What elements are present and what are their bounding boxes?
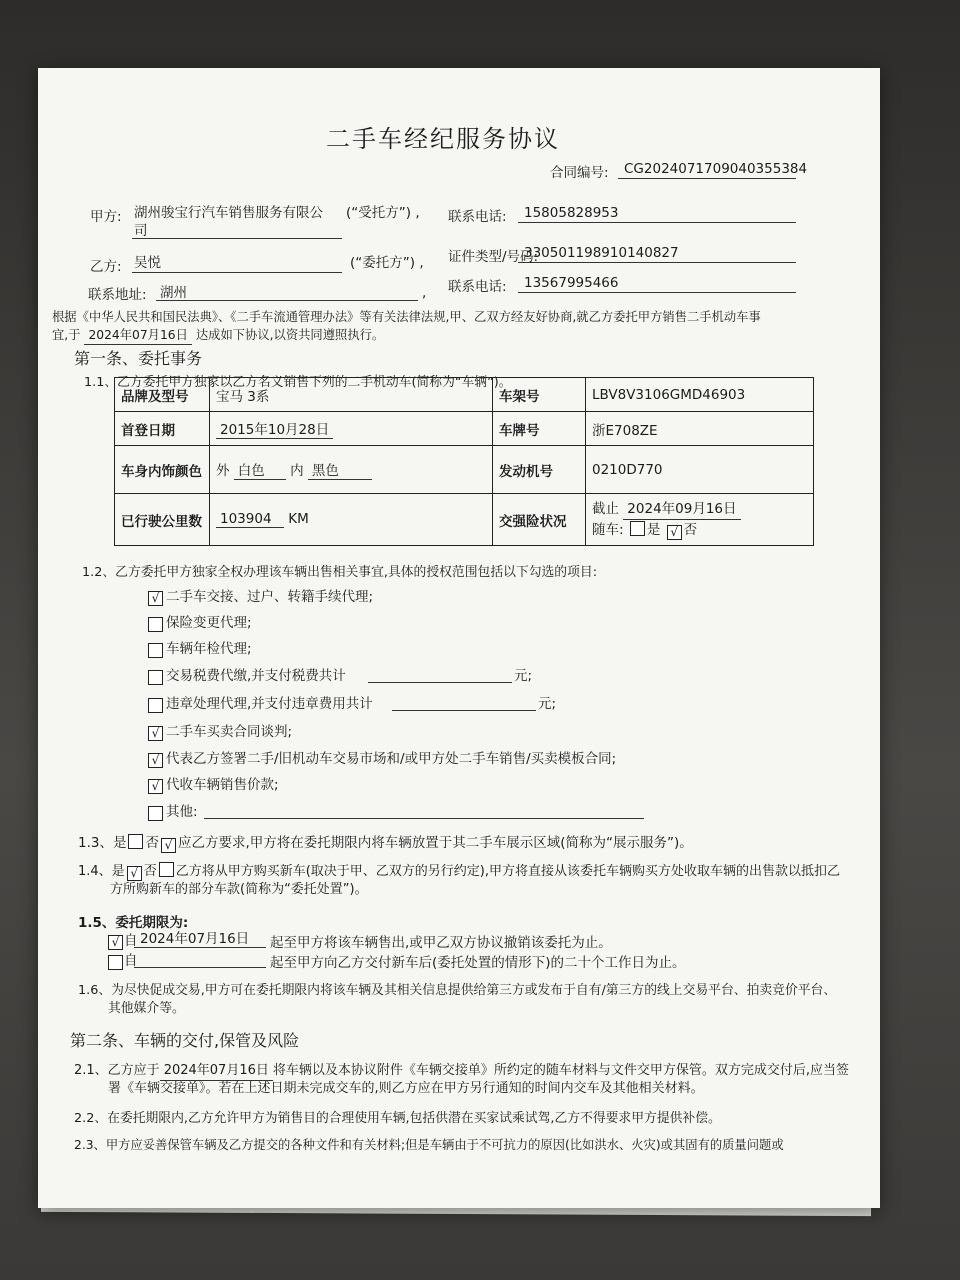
contract-no-label: 合同编号: <box>550 165 609 181</box>
clause-1-3-yes-checkbox[interactable] <box>128 834 143 849</box>
exterior-prefix: 外 <box>216 463 230 479</box>
clause-1-4-text1: 乙方将从甲方购买新车(取决于甲、乙双方的另行约定),甲方将直接从该委托车辆购买方处收取车辆的出售款以抵扣乙 <box>175 864 840 879</box>
clause-1-3-text: 应乙方要求,甲方将在委托期限内将车辆放置于其二手车展示区域(简称为“展示服务”)。 <box>177 835 693 851</box>
option-collect-payment-label: 代收车辆销售价款; <box>166 777 279 793</box>
party-a-phone-label: 联系电话: <box>448 209 507 225</box>
interior-prefix: 内 <box>290 463 304 479</box>
option-tax-suffix: 元; <box>514 668 533 684</box>
party-b-role: (“委托方”) , <box>350 255 424 271</box>
insurance-no-label: 否 <box>683 522 698 538</box>
preamble-line1: 根据《中华人民共和国民法典》、《二手车流通管理办法》等有关法律法规,甲、乙双方经友好协商,就乙方委托甲方销售二手机动车事 <box>52 310 761 324</box>
party-a-name-line1: 湖州骏宝行汽车销售服务有限公 <box>134 205 323 221</box>
clause-2-1-prefix: 2.1、乙方应于 <box>74 1063 160 1078</box>
option-violation-amount-line <box>392 710 536 711</box>
option-transfer-checkbox[interactable]: √ <box>148 591 163 606</box>
party-a-phone: 15805828953 <box>524 205 619 221</box>
engine-label: 发动机号 <box>493 446 586 494</box>
insurance-until-row <box>592 499 807 520</box>
plate-label: 车牌号 <box>493 412 586 446</box>
insurance-label: 交强险状况 <box>493 494 586 546</box>
option-insurance-checkbox[interactable] <box>148 617 163 632</box>
clause-2-2: 2.2、在委托期限内,乙方允许甲方为销售目的合理使用车辆,包括供潜在买家试乘试驾,乙方不得要求甲方提供补偿。 <box>74 1111 721 1126</box>
party-a-label: 甲方: <box>90 209 122 225</box>
reg-date-value: 2015年10月28日 <box>216 418 333 439</box>
term-option1-text: 起至甲方将该车辆售出,或甲乙双方协议撤销该委托为止。 <box>270 935 612 951</box>
option-tax-amount-line <box>368 682 512 683</box>
option-other-label: 其他: <box>166 804 198 820</box>
option-transfer-label: 二手车交接、过户、转籍手续代理; <box>166 589 374 605</box>
vin-label: 车架号 <box>493 378 586 412</box>
preamble-prefix: 宜,于 <box>52 328 81 342</box>
preamble-line2 <box>52 326 384 345</box>
option-inspection-checkbox[interactable] <box>148 643 163 658</box>
brand-label: 品牌及型号 <box>115 378 210 412</box>
mileage-cell <box>210 494 493 546</box>
clause-1-4-no-checkbox[interactable] <box>159 862 174 877</box>
option-tax-checkbox[interactable] <box>148 670 163 685</box>
contract-no-underline <box>618 178 796 179</box>
contract-no-value: CG2024071709040355384 <box>624 161 808 177</box>
preamble-suffix: 达成如下协议,以资共同遵照执行。 <box>195 328 385 342</box>
clause-1-3-no-label: 否 <box>145 835 159 851</box>
insurance-cell <box>586 494 814 546</box>
term-option2-date-line <box>134 967 266 968</box>
insurance-yes-label: 是 <box>646 522 661 538</box>
option-sign-contract-checkbox[interactable]: √ <box>148 753 163 768</box>
reg-date-label: 首登日期 <box>115 412 210 446</box>
term-option2-text: 起至甲方向乙方交付新车后(委托处置的情形下)的二十个工作日为止。 <box>270 955 686 971</box>
option-sign-contract-label: 代表乙方签署二手/旧机动车交易市场和/或甲方处二手车销售/买卖模板合同; <box>166 751 617 767</box>
party-b-label: 乙方: <box>90 259 122 275</box>
party-a-name-underline <box>132 238 342 239</box>
color-cell <box>210 446 493 494</box>
color-label: 车身内饰颜色 <box>115 446 210 494</box>
article2-title: 第二条、车辆的交付,保管及风险 <box>70 1031 300 1050</box>
party-b-phone: 13567995466 <box>524 275 619 291</box>
party-b-name: 吴悦 <box>134 255 161 271</box>
reg-date-cell <box>210 412 493 446</box>
insurance-until-prefix: 截止 <box>592 501 619 517</box>
clause-2-1-date: 2024年07月16日 <box>160 1062 273 1081</box>
insurance-no-checkbox[interactable]: √ <box>667 525 682 540</box>
party-b-id-underline <box>518 262 796 263</box>
vehicle-info-table <box>114 377 814 546</box>
brand-value: 宝马 3系 <box>210 378 493 412</box>
term-option1-checkbox[interactable]: √ <box>108 935 123 950</box>
party-a-name-line2: 司 <box>134 223 148 239</box>
vin-value: LBV8V3106GMD46903 <box>586 378 814 412</box>
address-value: 湖州 <box>160 285 187 301</box>
party-a-phone-underline <box>518 222 796 223</box>
option-negotiation-label: 二手车买卖合同谈判; <box>166 724 293 740</box>
clause-1-3-prefix: 1.3、是 <box>78 835 127 851</box>
option-negotiation-checkbox[interactable]: √ <box>148 726 163 741</box>
term-option2-prefix: 自 <box>124 953 138 969</box>
option-inspection-label: 车辆年检代理; <box>166 641 252 657</box>
contract-page <box>38 68 880 1208</box>
party-b-phone-label: 联系电话: <box>448 279 507 295</box>
option-violation-checkbox[interactable] <box>148 698 163 713</box>
plate-value: 浙E708ZE <box>586 412 814 446</box>
clause-1-4-no-label: 否 <box>143 864 157 879</box>
option-violation-label: 违章处理代理,并支付违章费用共计 <box>166 696 373 712</box>
article1-title: 第一条、委托事务 <box>74 349 203 368</box>
mileage-unit: KM <box>288 511 309 527</box>
engine-value: 0210D770 <box>586 446 814 494</box>
insurance-yes-checkbox[interactable] <box>630 521 645 536</box>
clause-1-4-line2: 方所购新车的部分车款(简称为“委托处置”)。 <box>110 882 368 897</box>
party-a-role: (“受托方”) , <box>346 205 420 221</box>
option-other-line <box>204 818 644 819</box>
address-comma: , <box>422 285 427 301</box>
option-collect-payment-checkbox[interactable]: √ <box>148 779 163 794</box>
clause-1-1: 1.1、乙方委托甲方独家以乙方名义销售下列的二手机动车(简称为“车辆”)。 <box>84 375 512 390</box>
clause-2-1-line1 <box>74 1062 849 1081</box>
clause-1-5-title: 1.5、委托期限为: <box>78 915 189 931</box>
mileage-value: 103904 <box>216 511 284 528</box>
clause-1-2: 1.2、乙方委托甲方独家全权办理该车辆出售相关事宜,具体的授权范围包括以下勾选的项目: <box>82 565 598 580</box>
clause-1-4-prefix: 1.4、是 <box>78 864 125 879</box>
preamble-date: 2024年07月16日 <box>84 326 191 345</box>
clause-1-4-yes-checkbox[interactable]: √ <box>127 866 142 881</box>
clause-2-1-line2: 署《车辆交接单》。若在上述日期未完成交车的,则乙方应在甲方另行通知的时间内交车及其他相关材料。 <box>108 1081 704 1096</box>
term-option1-date-line <box>134 947 266 948</box>
exterior-color: 白色 <box>234 459 286 480</box>
clause-2-3: 2.3、甲方应妥善保管车辆及乙方提交的各种文件和有关材料;但是车辆由于不可抗力的原因(比如洪水、火灾)或其固有的质量问题或 <box>74 1138 784 1152</box>
mileage-label: 已行驶公里数 <box>115 494 210 546</box>
clause-1-3 <box>78 834 693 853</box>
term-option1-date: 2024年07月16日 <box>140 931 250 947</box>
term-option2-checkbox[interactable] <box>108 955 123 970</box>
party-b-id-label: 证件类型/号码: <box>448 249 539 265</box>
document-title: 二手车经纪服务协议 <box>326 125 560 153</box>
option-insurance-label: 保险变更代理; <box>166 615 252 631</box>
insurance-with-car-row <box>592 520 807 540</box>
address-label: 联系地址: <box>88 287 147 303</box>
clause-1-4-line1 <box>78 862 840 881</box>
clause-1-6-line2: 其他媒介等。 <box>108 1001 185 1016</box>
clause-2-1-text1: 将车辆以及本协议附件《车辆交接单》所约定的随车材料与文件交甲方保管。双方完成交付后,应当签 <box>272 1063 849 1078</box>
party-b-id: 330501198910140827 <box>524 245 679 261</box>
address-underline <box>156 300 418 301</box>
insurance-until-date: 2024年09月16日 <box>623 499 740 520</box>
option-tax-label: 交易税费代缴,并支付税费共计 <box>166 668 346 684</box>
clause-1-3-no-checkbox[interactable]: √ <box>161 838 176 853</box>
clause-1-6-line1: 1.6、为尽快促成交易,甲方可在委托期限内将该车辆及其相关信息提供给第三方或发布于自有/第三方的线上交易平台、拍卖竞价平台、 <box>78 983 837 998</box>
option-other-checkbox[interactable] <box>148 806 163 821</box>
option-violation-suffix: 元; <box>538 696 557 712</box>
term-option1-prefix: 自 <box>124 933 138 949</box>
insurance-with-car-label: 随车: <box>592 522 624 538</box>
interior-color: 黑色 <box>308 459 372 480</box>
party-b-phone-underline <box>518 292 796 293</box>
party-b-name-underline <box>132 272 342 273</box>
